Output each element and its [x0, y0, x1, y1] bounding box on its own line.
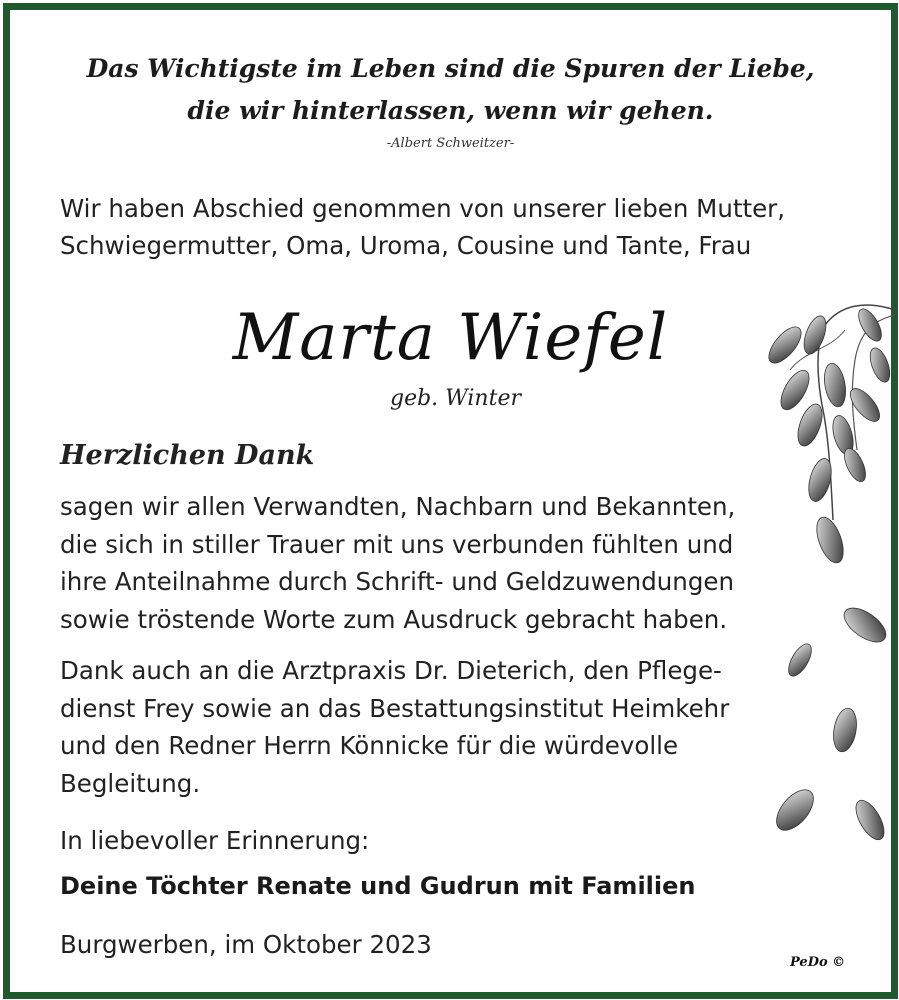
signature: Deine Töchter Renate und Gudrun mit Familien	[60, 872, 696, 900]
quote-line-2: die wir hinterlassen, wenn wir gehen.	[187, 96, 714, 125]
birch-leaves-icon	[745, 290, 895, 870]
quote-line-1: Das Wichtigste im Leben sind die Spuren der Liebe,	[86, 54, 815, 83]
thanks-paragraph-2	[60, 652, 780, 802]
copyright-mark: PeDo ©	[790, 955, 846, 970]
text-line: sowie tröstende Worte zum Ausdruck gebracht haben.	[60, 604, 728, 634]
notice-content	[10, 10, 891, 992]
quote	[10, 48, 891, 132]
place-date: Burgwerben, im Oktober 2023	[60, 930, 432, 959]
deceased-name: Marta Wiefel	[232, 301, 669, 375]
text-line: Dank auch an die Arztpraxis Dr. Dieterich, den Pflege-	[60, 656, 722, 685]
quote-author: -Albert Schweitzer-	[386, 136, 515, 151]
text-line: die sich in stiller Trauer mit uns verbunden fühlten und	[60, 529, 734, 559]
notice-frame	[3, 3, 898, 999]
closing-line: In liebevoller Erinnerung:	[60, 826, 370, 855]
birth-name: geb. Winter	[390, 386, 521, 411]
thanks-paragraph-1	[60, 488, 780, 638]
intro-line-1: Wir haben Abschied genommen von unserer lieben Mutter,	[60, 194, 785, 223]
thanks-heading: Herzlichen Dank	[60, 440, 315, 471]
text-line: ihre Anteilnahme durch Schrift- und Geldzuwendungen	[60, 567, 734, 596]
text-line: Begleitung.	[60, 768, 201, 798]
text-line: und den Redner Herrn Könnicke für die würdevolle	[60, 731, 679, 760]
text-line: sagen wir allen Verwandten, Nachbarn und Bekannten,	[60, 492, 736, 521]
intro-text	[60, 190, 850, 264]
intro-line-2: Schwiegermutter, Oma, Uroma, Cousine und Tante, Frau	[60, 231, 752, 260]
text-line: dienst Frey sowie an das Bestattungsinstitut Heimkehr	[60, 693, 730, 723]
